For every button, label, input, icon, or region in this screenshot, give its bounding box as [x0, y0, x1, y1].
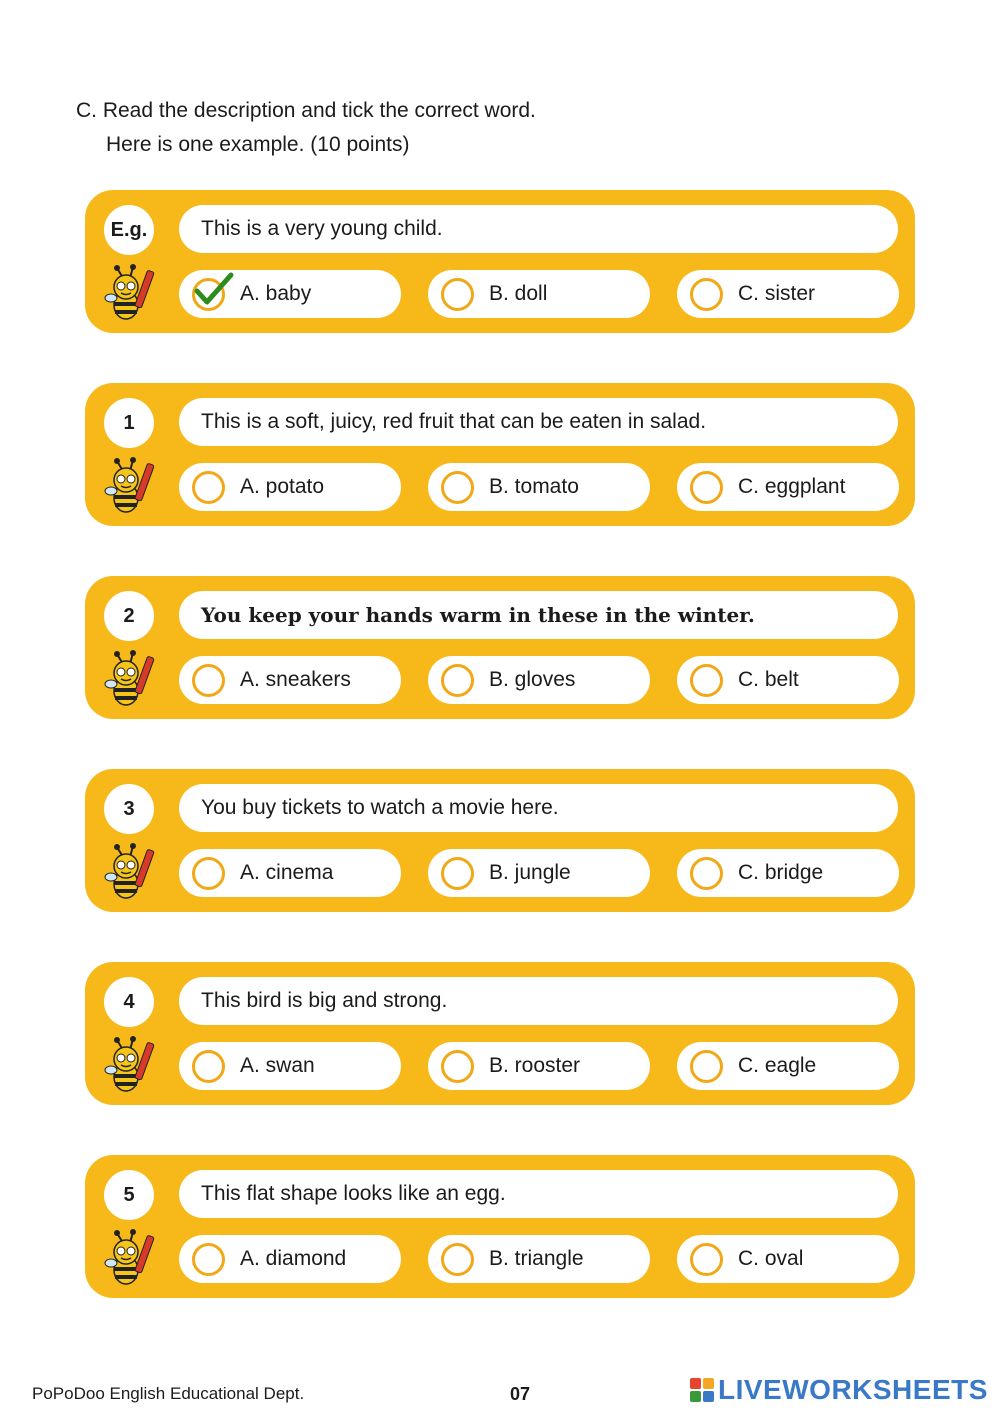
question-block-1 [85, 383, 915, 526]
option-a[interactable] [179, 1235, 401, 1283]
option-label: A. swan [240, 1054, 315, 1077]
radio-circle[interactable] [441, 857, 474, 890]
option-label: A. potato [240, 475, 325, 498]
option-label: A. cinema [240, 861, 334, 884]
option-c[interactable] [677, 463, 899, 511]
option-c[interactable] [677, 1042, 899, 1090]
bee-with-pencil-icon [103, 455, 161, 515]
question-text: This is a soft, juicy, red fruit that can be eaten in salad. [179, 398, 898, 446]
question-number: 1 [104, 398, 154, 448]
question-block-5 [85, 1155, 915, 1298]
option-a[interactable] [179, 849, 401, 897]
radio-circle[interactable] [192, 1243, 225, 1276]
logo-tile [690, 1391, 701, 1402]
instructions-line-2: Here is one example. (10 points) [106, 133, 410, 156]
option-a[interactable] [179, 463, 401, 511]
bee-with-pencil-icon [103, 648, 161, 708]
option-label: C. eagle [738, 1054, 817, 1077]
radio-circle[interactable] [690, 1050, 723, 1083]
liveworksheets-logo[interactable] [690, 1374, 988, 1406]
radio-circle[interactable] [441, 471, 474, 504]
question-block-2 [85, 576, 915, 719]
option-label: C. bridge [738, 861, 824, 884]
option-b[interactable] [428, 1235, 650, 1283]
option-c[interactable] [677, 270, 899, 318]
logo-tiles-icon [690, 1378, 714, 1402]
question-number: 5 [104, 1170, 154, 1220]
question-block-3 [85, 769, 915, 912]
option-b[interactable] [428, 656, 650, 704]
option-label: B. rooster [489, 1054, 581, 1077]
option-label: B. tomato [489, 475, 579, 498]
bee-with-pencil-icon [103, 1227, 161, 1287]
option-label: C. eggplant [738, 475, 846, 498]
radio-circle[interactable] [690, 278, 723, 311]
option-a[interactable] [179, 656, 401, 704]
instructions [76, 94, 536, 162]
bee-with-pencil-icon [103, 841, 161, 901]
radio-circle[interactable] [441, 278, 474, 311]
option-label: B. gloves [489, 668, 576, 691]
option-c[interactable] [677, 1235, 899, 1283]
option-c[interactable] [677, 849, 899, 897]
option-label: A. sneakers [240, 668, 351, 691]
option-label: C. oval [738, 1247, 804, 1270]
logo-tile [690, 1378, 701, 1389]
question-number: 3 [104, 784, 154, 834]
bee-with-pencil-icon [103, 1034, 161, 1094]
option-label: B. triangle [489, 1247, 584, 1270]
radio-circle[interactable] [441, 664, 474, 697]
logo-tile [703, 1391, 714, 1402]
logo-tile [703, 1378, 714, 1389]
radio-circle[interactable] [690, 471, 723, 504]
question-block-4 [85, 962, 915, 1105]
logo-text: LIVEWORKSHEETS [718, 1374, 988, 1405]
radio-circle[interactable] [441, 1050, 474, 1083]
question-text: This is a very young child. [179, 205, 898, 253]
check-mark-icon [191, 271, 235, 309]
option-b[interactable] [428, 463, 650, 511]
instructions-line-1: C. Read the description and tick the correct word. [76, 99, 536, 122]
option-label: B. jungle [489, 861, 571, 884]
radio-circle[interactable] [441, 1243, 474, 1276]
option-b[interactable] [428, 270, 650, 318]
question-block-example [85, 190, 915, 333]
question-text: This bird is big and strong. [179, 977, 898, 1025]
radio-circle[interactable] [690, 857, 723, 890]
option-label: C. belt [738, 668, 799, 691]
question-text: You buy tickets to watch a movie here. [179, 784, 898, 832]
option-label: A. diamond [240, 1247, 347, 1270]
option-label: A. baby [240, 282, 312, 305]
option-b[interactable] [428, 1042, 650, 1090]
page-number: 07 [510, 1384, 531, 1404]
radio-circle[interactable] [192, 857, 225, 890]
option-b[interactable] [428, 849, 650, 897]
question-text: You keep your hands warm in these in the winter. [179, 591, 898, 639]
question-text: This flat shape looks like an egg. [179, 1170, 898, 1218]
option-label: C. sister [738, 282, 816, 305]
radio-circle[interactable] [192, 1050, 225, 1083]
radio-circle[interactable] [192, 664, 225, 697]
question-number: 2 [104, 591, 154, 641]
question-number: 4 [104, 977, 154, 1027]
option-c[interactable] [677, 656, 899, 704]
bee-with-pencil-icon [103, 262, 161, 322]
question-number: E.g. [104, 205, 154, 255]
option-a[interactable] [179, 1042, 401, 1090]
radio-circle[interactable] [192, 471, 225, 504]
option-label: B. doll [489, 282, 548, 305]
radio-circle[interactable] [192, 278, 225, 311]
radio-circle[interactable] [690, 1243, 723, 1276]
publisher-credit: PoPoDoo English Educational Dept. [32, 1384, 305, 1403]
option-a[interactable] [179, 270, 401, 318]
radio-circle[interactable] [690, 664, 723, 697]
